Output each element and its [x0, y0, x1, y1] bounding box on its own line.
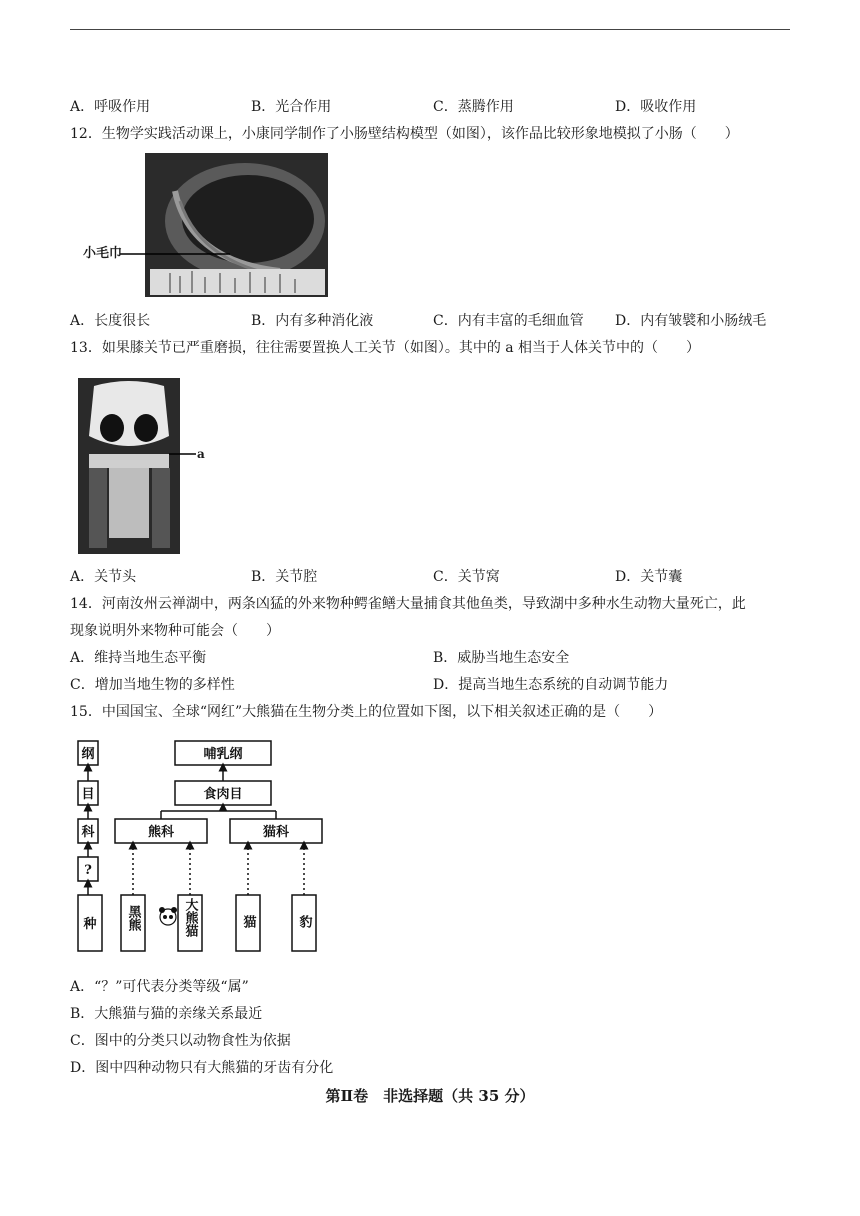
family-felidae: 猫科	[262, 825, 290, 840]
q11-option-a: A．呼吸作用	[70, 99, 151, 115]
q15-option-a: A．“？”可代表分类等级“属”	[70, 979, 249, 995]
header-rule	[70, 29, 790, 30]
q15-option-c: C．图中的分类只以动物食性为依据	[70, 1033, 291, 1049]
panda-icon	[159, 907, 177, 925]
q13-option-c: C．关节窝	[433, 569, 500, 585]
rank-unknown: ?	[84, 863, 92, 878]
q13-option-a: A．关节头	[70, 569, 137, 585]
species-cat: 猫	[240, 915, 256, 928]
q13-stem: 13．如果膝关节已严重磨损，往往需要置换人工关节（如图）。其中的 a 相当于人体关节中的（ ）	[70, 340, 701, 356]
class-mammalia: 哺乳纲	[203, 747, 243, 762]
order-carnivora: 食肉目	[203, 787, 243, 802]
taxonomy-diagram	[70, 735, 340, 957]
q12-option-b: B．内有多种消化液	[251, 313, 374, 329]
q14-option-d: D．提高当地生态系统的自动调节能力	[433, 677, 669, 693]
species-leopard: 豹	[296, 915, 312, 928]
q11-option-b: B．光合作用	[251, 99, 332, 115]
intestine-model-photo	[80, 151, 330, 301]
q13-option-b: B．关节腔	[251, 569, 318, 585]
q12-figure-label: 小毛巾	[83, 246, 123, 261]
q13-option-d: D．关节囊	[615, 569, 683, 585]
q11-option-c: C．蒸腾作用	[433, 99, 514, 115]
rank-order: 目	[81, 787, 95, 802]
family-ursidae: 熊科	[147, 825, 175, 840]
q12-stem: 12．生物学实践活动课上，小康同学制作了小肠壁结构模型（如图），该作品比较形象地模拟了小肠（ ）	[70, 126, 739, 142]
rank-family: 科	[81, 825, 95, 840]
species-giant-panda: 大熊猫	[182, 898, 198, 937]
q12-option-c: C．内有丰富的毛细血管	[433, 313, 584, 329]
q14-option-a: A．维持当地生态平衡	[70, 650, 207, 666]
q12-option-d: D．内有皱襞和小肠绒毛	[615, 313, 767, 329]
rank-species: 种	[83, 917, 97, 932]
q15-option-b: B．大熊猫与猫的亲缘关系最近	[70, 1006, 263, 1022]
q14-stem-line2: 现象说明外来物种可能会（ ）	[70, 623, 280, 639]
rank-class: 纲	[81, 747, 95, 762]
q12-option-a: A．长度很长	[70, 313, 151, 329]
species-black-bear: 黑熊	[125, 905, 141, 931]
q14-option-b: B．威胁当地生态安全	[433, 650, 570, 666]
q11-option-d: D．吸收作用	[615, 99, 697, 115]
q15-option-d: D．图中四种动物只有大熊猫的牙齿有分化	[70, 1060, 334, 1076]
q14-option-c: C．增加当地生物的多样性	[70, 677, 235, 693]
q14-stem-line1: 14．河南汝州云禅湖中，两条凶猛的外来物种鳄雀鳝大量捕食其他鱼类，导致湖中多种水生动物大量死亡，此	[70, 596, 746, 612]
q15-stem: 15．中国国宝、全球“网红”大熊猫在生物分类上的位置如下图，以下相关叙述正确的是（ ）	[70, 704, 663, 720]
artificial-knee-joint-photo	[74, 376, 224, 556]
section-title: 第Ⅱ卷 非选择题（共 35 分）	[325, 1087, 535, 1105]
q13-figure-label: a	[197, 447, 205, 461]
